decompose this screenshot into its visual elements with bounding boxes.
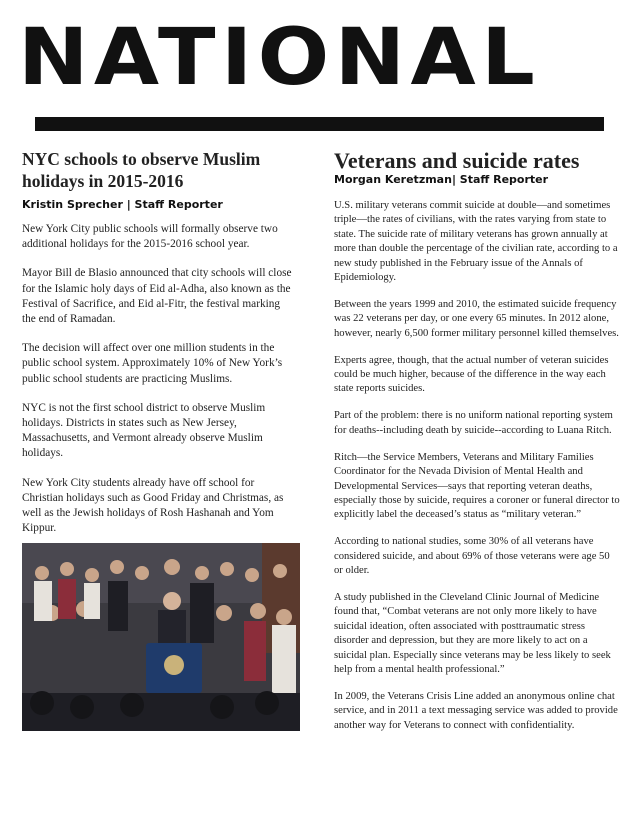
- left-paragraph: The decision will affect over one million students in the public school system. Approximately 10% of New York’s public school students are practicing Muslims.: [22, 342, 283, 385]
- left-byline: Kristin Sprecher | Staff Reporter: [22, 198, 223, 211]
- masthead-title: NATIONAL: [18, 18, 541, 98]
- left-paragraph: Mayor Bill de Blasio announced that city schools will close for the Islamic holy days of Eid al-Adha, also known as the Festival of Sacrifice, and Eid al-Fitr, the festival marking the end of Ramadan.: [22, 267, 292, 326]
- right-article: [334, 148, 620, 746]
- right-paragraph: In 2009, the Veterans Crisis Line added an anonymous online chat service, and in 2011 a text messaging service was added to provide another way for Veterans to connect with confidentiality.: [334, 690, 618, 731]
- left-paragraph: New York City students already have off school for Christian holidays such as Good Friday and Christmas, as well as the Jewish holidays of Rosh Hashanah and Yom Kippur.: [22, 476, 284, 535]
- right-byline: Morgan Keretzman| Staff Reporter: [334, 173, 549, 186]
- right-paragraph: U.S. military veterans commit suicide at double—and sometimes triple—the rates of civilians, with the rates varying from state to state. The suicide rate of military veterans has grown annually at more than double the percentage of the civilian rate, according to a new study published in the February issue of the Annals of Epidemiology.: [334, 200, 618, 284]
- right-headline: Veterans and suicide rates: [334, 148, 580, 173]
- left-headline: NYC schools to observe Muslim holidays in 2015-2016: [22, 149, 261, 191]
- right-paragraph: A study published in the Cleveland Clinic Journal of Medicine found that, “Combat veterans are not only more likely to have suicidal ideation, often associated with posttraumatic stress disorder and depression, but they are more likely to act on a suicidal plan. Especially since veterans may be less likely to seek help from a mental health professional.”: [334, 591, 611, 675]
- left-paragraph: NYC is not the first school district to observe Muslim holidays. Districts in states such as New Jersey, Massachusetts, and Vermont already observe Muslim holidays.: [22, 401, 266, 460]
- right-paragraph: Experts agree, though, that the actual number of veteran suicides could be much higher, because of the difference in the way each state reports suicides.: [334, 354, 609, 395]
- press-conference-photo: [22, 543, 300, 731]
- right-article-body: [334, 199, 620, 733]
- left-article: [22, 148, 292, 550]
- photo-illustration: [22, 543, 300, 731]
- right-paragraph: Part of the problem: there is no uniform national reporting system for deaths--including death by suicide--according to Luana Ritch.: [334, 410, 613, 436]
- left-paragraph: New York City public schools will formally observe two additional holidays for the 2015-2016 school year.: [22, 223, 278, 251]
- right-paragraph: According to national studies, some 30% of all veterans have considered suicide, and about 69% of those veterans were age 50 or older.: [334, 536, 610, 577]
- left-article-body: [22, 222, 292, 536]
- right-paragraph: Between the years 1999 and 2010, the estimated suicide frequency was 22 veterans per day, or one every 65 minutes. In 2012 alone, however, nearly 6,500 former military personnel killed themselves.: [334, 298, 619, 339]
- right-paragraph: Ritch—the Service Members, Veterans and Military Families Coordinator for the Nevada Division of Mental Health and Developmental Services—says that reporting veteran deaths, especially those by suicide, requires a coroner or funeral director to explicitly label the deceased’s status as “military veteran.”: [334, 451, 620, 521]
- masthead-rule: [35, 117, 604, 131]
